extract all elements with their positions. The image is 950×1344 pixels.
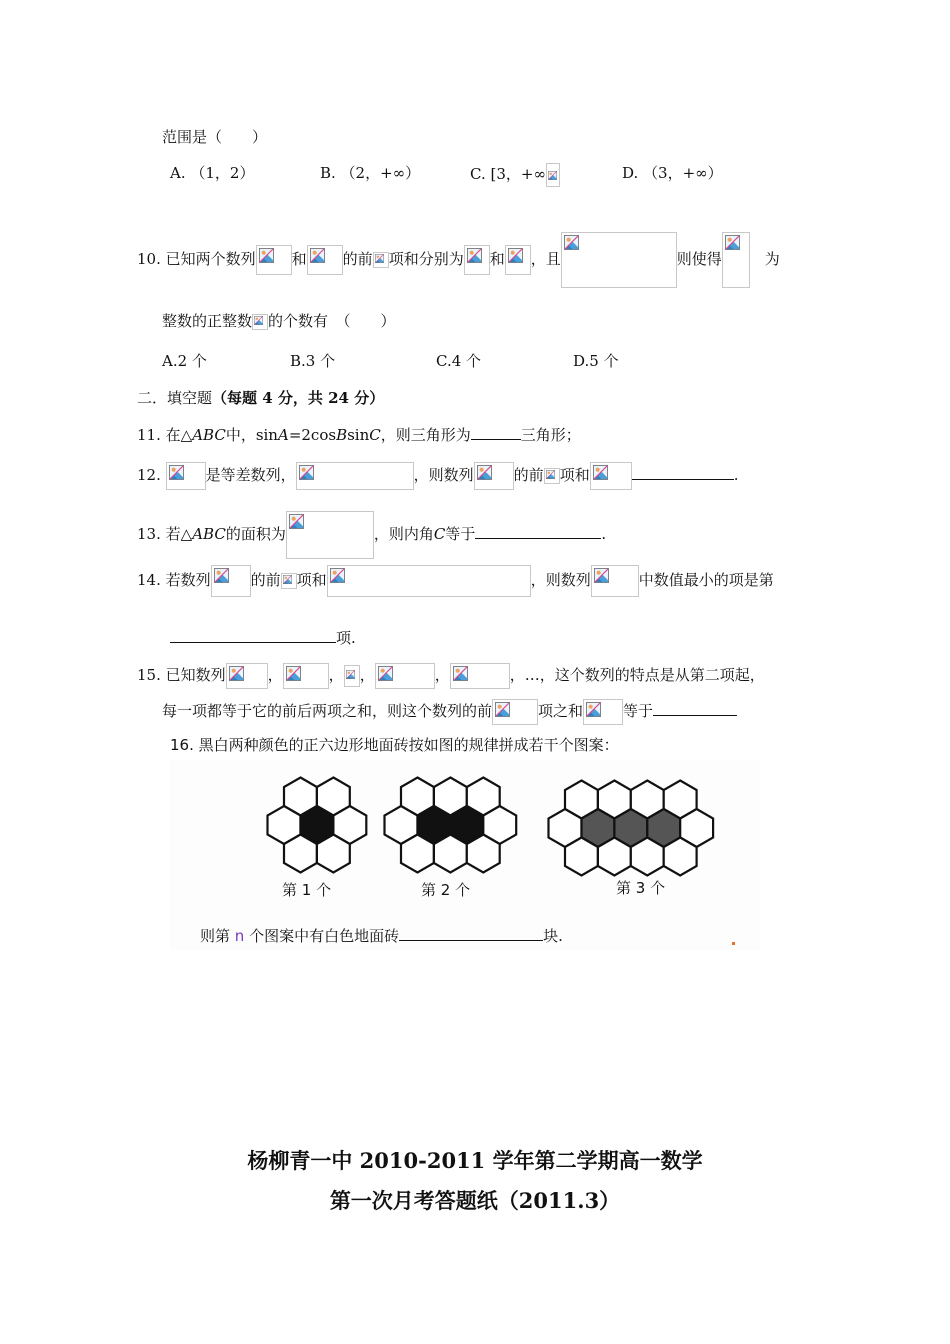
white-hexagon-tile [401, 835, 434, 873]
section-note: （每题 4 分，共 24 分） [212, 389, 385, 407]
q13-text: C [433, 525, 446, 543]
q9-stem-tail: 范围是（ ） [162, 128, 268, 146]
q15-line2 [162, 699, 737, 725]
q10-text: ，且 [530, 250, 561, 268]
formula-image-icon [252, 314, 268, 330]
formula-image-icon [256, 245, 292, 275]
q14-line2 [170, 628, 356, 648]
q13-text: . [601, 525, 607, 543]
q14-text: 若数列 [165, 571, 211, 589]
q15-text: 项之和 [538, 702, 584, 720]
hexagon-tiles [268, 778, 714, 876]
formula-image-icon [546, 163, 560, 187]
q15-text: 已知数列 [165, 666, 226, 684]
answer-sheet-subtitle: 第一次月考答题纸（2011.3） [329, 1188, 621, 1213]
formula-image-icon [583, 699, 623, 725]
q9-option-d: D. （3，+∞） [622, 164, 723, 182]
q16-figure-label-2: 第 2 个 [421, 881, 471, 899]
q15-number: 15. [137, 666, 161, 684]
answer-blank[interactable] [632, 465, 734, 480]
q11 [137, 425, 581, 445]
q13-text: 等于 [445, 525, 476, 543]
q14-line1 [137, 565, 774, 597]
q11-text: B [336, 426, 348, 444]
formula-image-icon [375, 663, 435, 689]
q15-text: ， [328, 666, 344, 684]
formula-image-icon [344, 665, 360, 687]
q10-line2 [162, 311, 396, 331]
q16-question [200, 926, 563, 946]
q15-text: ， [434, 666, 450, 684]
q11-text: C [369, 426, 381, 444]
formula-image-icon [281, 573, 297, 589]
hexagon-tile-figure [170, 760, 760, 950]
q10-text: 的个数有 （ ） [268, 312, 396, 330]
formula-image-icon [544, 468, 560, 484]
q15-text: ， [267, 666, 283, 684]
q10-option-b: B.3 个 [290, 352, 336, 370]
q14-text: 项. [336, 629, 356, 647]
q10-text: 和 [489, 250, 505, 268]
q15-line1 [137, 663, 765, 689]
q10-text: 已知两个数列 [165, 250, 256, 268]
q9-option-c-text: C. [3，+∞ [470, 165, 546, 183]
q10-option-d: D.5 个 [573, 352, 619, 370]
answer-blank[interactable] [170, 628, 336, 643]
formula-image-icon [464, 245, 490, 275]
answer-blank[interactable] [653, 701, 737, 716]
formula-image-icon [590, 462, 632, 490]
formula-image-icon [591, 565, 639, 597]
q15-text: 等于 [623, 702, 654, 720]
q9-option-b: B. （2，+∞） [320, 164, 421, 182]
q10-text: 和 [291, 250, 307, 268]
formula-image-icon [286, 511, 374, 559]
q12-number: 12. [137, 466, 161, 484]
q9-option-c [470, 163, 560, 187]
q12-text: . [733, 466, 739, 484]
formula-image-icon [492, 699, 538, 725]
formula-image-icon [307, 245, 343, 275]
q13-number: 13. [137, 525, 161, 543]
answer-blank[interactable] [475, 524, 601, 539]
q11-text: =2cos [288, 426, 337, 444]
formula-image-icon [226, 663, 268, 689]
q16-figure-label-1: 第 1 个 [282, 881, 332, 899]
formula-image-icon [722, 232, 750, 288]
formula-image-icon [505, 245, 531, 275]
q12-text: ，则数列 [413, 466, 474, 484]
white-hexagon-tile [434, 835, 467, 873]
q11-text: sin [347, 426, 370, 444]
formula-image-icon [211, 565, 251, 597]
q12-text: 项和 [559, 466, 590, 484]
q10-text: 整数的正整数 [162, 312, 253, 330]
white-hexagon-tile [284, 835, 317, 873]
q15-text: ， [359, 666, 375, 684]
white-hexagon-tile [565, 838, 598, 876]
formula-image-icon [296, 462, 414, 490]
q16-variable: n [234, 927, 245, 945]
q16-figure-label-3: 第 3 个 [616, 879, 666, 897]
q11-text: ABC [192, 426, 226, 444]
formula-image-icon [327, 565, 531, 597]
section-label: 二．填空题 [137, 389, 213, 407]
q14-text: 项和 [296, 571, 327, 589]
q13-text: ABC [192, 525, 226, 543]
q16-text: 则第 [200, 927, 231, 945]
q9-option-a: A. （1，2） [170, 164, 255, 182]
formula-image-icon [561, 232, 677, 288]
q16-stem: 16. 黑白两种颜色的正六边形地面砖按如图的规律拼成若干个图案： [170, 736, 619, 754]
q14-text: 的前 [250, 571, 281, 589]
stray-mark [732, 942, 735, 945]
q14-number: 14. [137, 571, 161, 589]
q10-number: 10. [137, 250, 161, 268]
white-hexagon-tile [598, 838, 631, 876]
formula-image-icon [373, 252, 389, 268]
q15-text: ，…，这个数列的特点是从第二项起， [509, 666, 765, 684]
section-heading [137, 388, 384, 408]
formula-image-icon [450, 663, 510, 689]
q15-text: 每一项都等于它的前后两项之和，则这个数列的前 [162, 702, 493, 720]
white-hexagon-tile [631, 838, 664, 876]
formula-image-icon [283, 663, 329, 689]
q10-text: 为 [764, 250, 780, 268]
white-hexagon-tile [664, 838, 697, 876]
formula-image-icon [166, 462, 206, 490]
q13-text: 若△ [165, 525, 193, 543]
q16-text: 块. [543, 927, 563, 945]
q10-option-a: A.2 个 [162, 352, 207, 370]
q12 [137, 462, 738, 490]
q10-text: 项和分别为 [388, 250, 464, 268]
q12-text: 的前 [513, 466, 544, 484]
q13 [137, 511, 606, 559]
answer-blank[interactable] [399, 926, 543, 941]
q16-text: 个图案中有白色地面砖 [249, 927, 400, 945]
q11-text: A [277, 426, 289, 444]
answer-sheet-title: 杨柳青一中 2010-2011 学年第二学期高一数学 [247, 1148, 703, 1173]
q11-text: ，则三角形为 [380, 426, 471, 444]
q13-text: ，则内角 [373, 525, 434, 543]
q10-text: 则使得 [676, 250, 722, 268]
q14-text: ，则数列 [530, 571, 591, 589]
white-hexagon-tile [467, 835, 500, 873]
white-hexagon-tile [317, 835, 350, 873]
q11-text: 在△ [165, 426, 193, 444]
q10-option-c: C.4 个 [436, 352, 482, 370]
q11-number: 11. [137, 426, 161, 444]
q12-text: 是等差数列， [205, 466, 296, 484]
formula-image-icon [474, 462, 514, 490]
q11-text: 三角形； [520, 426, 581, 444]
q11-text: 中，sin [225, 426, 278, 444]
q10-line1 [137, 231, 780, 288]
q10-text: 的前 [342, 250, 373, 268]
answer-blank[interactable] [471, 425, 521, 440]
q13-text: 的面积为 [225, 525, 286, 543]
q14-text: 中数值最小的项是第 [638, 571, 774, 589]
